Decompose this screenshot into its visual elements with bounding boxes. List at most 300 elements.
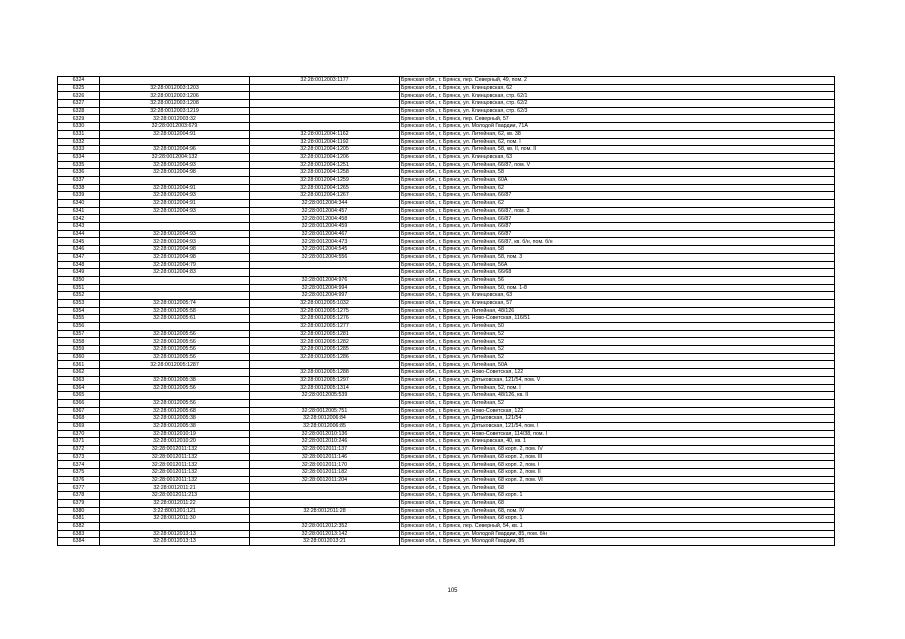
address-cell: Брянская обл., г. Брянск, ул. Литейная, 66/87: [400, 192, 835, 200]
building-cadastral-number-cell: [250, 107, 400, 115]
land-cadastral-number-cell: 32:28:0012004:79: [100, 261, 250, 269]
row-number-cell: 6362: [58, 369, 100, 377]
address-cell: Брянская обл., г. Брянск, ул. Литейная, 66/87, пом. V: [400, 161, 835, 169]
address-cell: Брянская обл., г. Брянск, ул. Литейная, 58: [400, 169, 835, 177]
table-row: [58, 207, 835, 215]
building-cadastral-number-cell: 32:28:0012004:1258: [250, 169, 400, 177]
building-cadastral-number-cell: 32:28:0012005:1297: [250, 376, 400, 384]
row-number-cell: 6354: [58, 307, 100, 315]
land-cadastral-number-cell: 32:28:0012010:20: [100, 438, 250, 446]
address-cell: Брянская обл., г. Брянск, ул. Литейная, 68: [400, 484, 835, 492]
table-row: [58, 399, 835, 407]
address-cell: Брянская обл., г. Брянск, ул. Клинцовская, 57: [400, 299, 835, 307]
row-number-cell: 6383: [58, 530, 100, 538]
table-row: [58, 169, 835, 177]
building-cadastral-number-cell: 32:28:0012004:1205: [250, 146, 400, 154]
land-cadastral-number-cell: 32:28:0012005:56: [100, 346, 250, 354]
row-number-cell: 6382: [58, 522, 100, 530]
table-row: [58, 107, 835, 115]
table-row: [58, 192, 835, 200]
table-row: [58, 499, 835, 507]
land-cadastral-number-cell: 32:28:0012011:21: [100, 484, 250, 492]
table-row: [58, 522, 835, 530]
building-cadastral-number-cell: [250, 492, 400, 500]
row-number-cell: 6333: [58, 146, 100, 154]
address-cell: Брянская обл., г. Брянск, ул. Клинцовская, 63: [400, 292, 835, 300]
land-cadastral-number-cell: 32:28:0012011:132: [100, 446, 250, 454]
land-cadastral-number-cell: 32:28:0012013:13: [100, 538, 250, 546]
table-row: [58, 338, 835, 346]
address-cell: Брянская обл., г. Брянск, ул. Литейная, 68 корп. 2, пом. II: [400, 469, 835, 477]
table-row: [58, 469, 835, 477]
table-row: [58, 77, 835, 85]
address-cell: Брянская обл., г. Брянск, ул. Литейная, 60А: [400, 176, 835, 184]
building-cadastral-number-cell: 32:28:0012006:85: [250, 422, 400, 430]
address-cell: Брянская обл., г. Брянск, ул. Ново-Советская, 122: [400, 407, 835, 415]
table-row: [58, 176, 835, 184]
land-cadastral-number-cell: [100, 176, 250, 184]
building-cadastral-number-cell: 32:28:0012004:344: [250, 200, 400, 208]
land-cadastral-number-cell: 32:28:0012003:679: [100, 123, 250, 131]
address-cell: Брянская обл., г. Брянск, ул. Литейная, 66/87: [400, 230, 835, 238]
address-cell: Брянская обл., г. Брянск, ул. Литейная, 62: [400, 200, 835, 208]
land-cadastral-number-cell: [100, 223, 250, 231]
row-number-cell: 6371: [58, 438, 100, 446]
row-number-cell: 6381: [58, 515, 100, 523]
address-cell: Брянская обл., г. Брянск, ул. Литейная, 48/126: [400, 307, 835, 315]
building-cadastral-number-cell: 32:28:0012005:1277: [250, 323, 400, 331]
building-cadastral-number-cell: 32:28:0012005:751: [250, 407, 400, 415]
row-number-cell: 6327: [58, 100, 100, 108]
land-cadastral-number-cell: 32:28:0012004:93: [100, 238, 250, 246]
land-cadastral-number-cell: 32:28:0012004:83: [100, 269, 250, 277]
row-number-cell: 6373: [58, 453, 100, 461]
row-number-cell: 6340: [58, 200, 100, 208]
land-cadastral-number-cell: [100, 522, 250, 530]
table-row: [58, 261, 835, 269]
table-row: [58, 376, 835, 384]
table-row: [58, 384, 835, 392]
address-cell: Брянская обл., г. Брянск, ул. Литейная, 52: [400, 338, 835, 346]
address-cell: Брянская обл., г. Брянск, ул. Литейная, 68 корп. 1: [400, 515, 835, 523]
table-row: [58, 369, 835, 377]
table-row: [58, 246, 835, 254]
land-cadastral-number-cell: 32:28:0012004:98: [100, 253, 250, 261]
address-cell: Брянская обл., г. Брянск, ул. Дятьковская, 121/54, пом. I: [400, 422, 835, 430]
building-cadastral-number-cell: 32:28:0012013:21: [250, 538, 400, 546]
building-cadastral-number-cell: 32:28:0012005:1032: [250, 299, 400, 307]
table-row: [58, 422, 835, 430]
land-cadastral-number-cell: [100, 138, 250, 146]
building-cadastral-number-cell: [250, 269, 400, 277]
address-cell: Брянская обл., г. Брянск, ул. Литейная, 66/68: [400, 269, 835, 277]
table-row: [58, 84, 835, 92]
address-cell: Брянская обл., г. Брянск, ул. Литейная, 50, пом. 1-8: [400, 284, 835, 292]
land-cadastral-number-cell: 32:28:0012005:38: [100, 422, 250, 430]
building-cadastral-number-cell: 32:28:0012012:352: [250, 522, 400, 530]
land-cadastral-number-cell: 32:28:0012003:1208: [100, 100, 250, 108]
row-number-cell: 6375: [58, 469, 100, 477]
row-number-cell: 6343: [58, 223, 100, 231]
row-number-cell: 6350: [58, 276, 100, 284]
row-number-cell: 6342: [58, 215, 100, 223]
land-cadastral-number-cell: 32:28:0012005:58: [100, 307, 250, 315]
address-cell: Брянская обл., г. Брянск, ул. Литейная, 50: [400, 323, 835, 331]
building-cadastral-number-cell: 32:28:0012005:1275: [250, 307, 400, 315]
land-cadastral-number-cell: 32:28:0012004:132: [100, 153, 250, 161]
row-number-cell: 6379: [58, 499, 100, 507]
address-cell: Брянская обл., г. Брянск, ул. Литейная, 66/87, пом. 3: [400, 207, 835, 215]
address-cell: Брянская обл., г. Брянск, ул. Литейная, 48/126, кв. II: [400, 392, 835, 400]
table-row: [58, 407, 835, 415]
land-cadastral-number-cell: 32:28:0012005:56: [100, 399, 250, 407]
building-cadastral-number-cell: 32:28:0012005:1281: [250, 330, 400, 338]
address-cell: Брянская обл., г. Брянск, ул. Дятьковская, 121/54, пом. V: [400, 376, 835, 384]
table-row: [58, 538, 835, 546]
land-cadastral-number-cell: [100, 77, 250, 85]
table-row: [58, 223, 835, 231]
land-cadastral-number-cell: 32:28:0012005:38: [100, 376, 250, 384]
row-number-cell: 6361: [58, 361, 100, 369]
address-cell: Брянская обл., г. Брянск, ул. Молодой Гвардии, 85, пом. б/н: [400, 530, 835, 538]
table-row: [58, 230, 835, 238]
address-cell: Брянская обл., г. Брянск, пер. Северный, 54, кв. 1: [400, 522, 835, 530]
register-table: [57, 76, 835, 546]
address-cell: Брянская обл., г. Брянск, пер. Северный, 57: [400, 115, 835, 123]
table-row: [58, 330, 835, 338]
table-row: [58, 476, 835, 484]
address-cell: Брянская обл., г. Брянск, ул. Дятьковская, 121/54: [400, 415, 835, 423]
table-row: [58, 146, 835, 154]
address-cell: Брянская обл., г. Брянск, ул. Литейная, 62, кв. 38: [400, 130, 835, 138]
building-cadastral-number-cell: [250, 100, 400, 108]
table-row: [58, 284, 835, 292]
address-cell: Брянская обл., г. Брянск, ул. Литейная, 68: [400, 499, 835, 507]
building-cadastral-number-cell: 32:28:0012004:467: [250, 230, 400, 238]
row-number-cell: 6334: [58, 153, 100, 161]
row-number-cell: 6366: [58, 399, 100, 407]
table-row: [58, 238, 835, 246]
building-cadastral-number-cell: 32:28:0012011:146: [250, 453, 400, 461]
land-cadastral-number-cell: 32:28:0012004:98: [100, 169, 250, 177]
land-cadastral-number-cell: [100, 392, 250, 400]
building-cadastral-number-cell: [250, 399, 400, 407]
row-number-cell: 6357: [58, 330, 100, 338]
building-cadastral-number-cell: [250, 484, 400, 492]
building-cadastral-number-cell: 32:28:0012011:28: [250, 507, 400, 515]
row-number-cell: 6337: [58, 176, 100, 184]
row-number-cell: 6368: [58, 415, 100, 423]
land-cadastral-number-cell: 3:22:8001201:121: [100, 507, 250, 515]
row-number-cell: 6358: [58, 338, 100, 346]
building-cadastral-number-cell: 32:28:0012004:1162: [250, 130, 400, 138]
row-number-cell: 6326: [58, 92, 100, 100]
table-row: [58, 515, 835, 523]
table-row: [58, 392, 835, 400]
land-cadastral-number-cell: 32:28:0012005:61: [100, 315, 250, 323]
address-cell: Брянская обл., г. Брянск, ул. Литейная, 58, пом. 3: [400, 253, 835, 261]
row-number-cell: 6324: [58, 77, 100, 85]
row-number-cell: 6369: [58, 422, 100, 430]
land-cadastral-number-cell: 32:28:0012005:68: [100, 407, 250, 415]
land-cadastral-number-cell: 32:28:0012003:1203: [100, 84, 250, 92]
building-cadastral-number-cell: 32:28:0012004:545: [250, 246, 400, 254]
row-number-cell: 6374: [58, 461, 100, 469]
land-cadastral-number-cell: 32:28:0012011:22: [100, 499, 250, 507]
building-cadastral-number-cell: [250, 92, 400, 100]
row-number-cell: 6367: [58, 407, 100, 415]
table-row: [58, 484, 835, 492]
table-row: [58, 299, 835, 307]
address-cell: Брянская обл., г. Брянск, ул. Ново-Советская, 114/38, пом. I: [400, 430, 835, 438]
table-row: [58, 361, 835, 369]
table-row: [58, 323, 835, 331]
table-row: [58, 253, 835, 261]
land-cadastral-number-cell: 32:28:0012004:93: [100, 161, 250, 169]
land-cadastral-number-cell: 32:28:0012011:30: [100, 515, 250, 523]
land-cadastral-number-cell: 32:28:0012010:19: [100, 430, 250, 438]
building-cadastral-number-cell: 32:28:0012011:137: [250, 446, 400, 454]
row-number-cell: 6356: [58, 323, 100, 331]
table-row: [58, 453, 835, 461]
row-number-cell: 6376: [58, 476, 100, 484]
table-row: [58, 346, 835, 354]
table-row: [58, 353, 835, 361]
building-cadastral-number-cell: 32:28:0012004:1251: [250, 161, 400, 169]
building-cadastral-number-cell: 32:28:0012004:1192: [250, 138, 400, 146]
address-cell: Брянская обл., г. Брянск, ул. Литейная, 56А: [400, 261, 835, 269]
land-cadastral-number-cell: 32:28:0012005:56: [100, 330, 250, 338]
page-number: 105: [447, 588, 458, 594]
building-cadastral-number-cell: 32:28:0012004:1259: [250, 176, 400, 184]
building-cadastral-number-cell: 32:28:0012004:994: [250, 284, 400, 292]
address-cell: Брянская обл., г. Брянск, ул. Литейная, 68 корп. 2, пом. IV: [400, 446, 835, 454]
address-cell: Брянская обл., г. Брянск, ул. Литейная, 62, пом. I: [400, 138, 835, 146]
row-number-cell: 6363: [58, 376, 100, 384]
building-cadastral-number-cell: [250, 123, 400, 131]
building-cadastral-number-cell: 32:28:0012004:459: [250, 223, 400, 231]
row-number-cell: 6329: [58, 115, 100, 123]
address-cell: Брянская обл., г. Брянск, ул. Литейная, 50А: [400, 361, 835, 369]
building-cadastral-number-cell: 32:28:0012005:1314: [250, 384, 400, 392]
table-row: [58, 115, 835, 123]
row-number-cell: 6341: [58, 207, 100, 215]
building-cadastral-number-cell: 32:28:0012004:1206: [250, 153, 400, 161]
table-row: [58, 492, 835, 500]
building-cadastral-number-cell: 32:28:0012004:997: [250, 292, 400, 300]
table-row: [58, 130, 835, 138]
address-cell: Брянская обл., г. Брянск, ул. Литейная, 52: [400, 346, 835, 354]
address-cell: Брянская обл., г. Брянск, ул. Литейная, 68 корп. 2, пом. III: [400, 453, 835, 461]
row-number-cell: 6360: [58, 353, 100, 361]
row-number-cell: 6345: [58, 238, 100, 246]
building-cadastral-number-cell: 32:28:0012005:1286: [250, 353, 400, 361]
table-row: [58, 461, 835, 469]
address-cell: Брянская обл., г. Брянск, ул. Литейная, 62: [400, 184, 835, 192]
land-cadastral-number-cell: [100, 323, 250, 331]
address-cell: Брянская обл., г. Брянск, ул. Литейная, 52: [400, 353, 835, 361]
building-cadastral-number-cell: 32:28:0012005:1276: [250, 315, 400, 323]
row-number-cell: 6351: [58, 284, 100, 292]
land-cadastral-number-cell: [100, 369, 250, 377]
building-cadastral-number-cell: 32:28:0012006:84: [250, 415, 400, 423]
address-cell: Брянская обл., г. Брянск, ул. Клинцовская, 62: [400, 84, 835, 92]
building-cadastral-number-cell: 32:28:0012004:1267: [250, 192, 400, 200]
row-number-cell: 6332: [58, 138, 100, 146]
row-number-cell: 6328: [58, 107, 100, 115]
register-table-body: [58, 77, 835, 546]
table-row: [58, 438, 835, 446]
building-cadastral-number-cell: 32:28:0012004:458: [250, 215, 400, 223]
building-cadastral-number-cell: 32:28:0012011:170: [250, 461, 400, 469]
building-cadastral-number-cell: [250, 499, 400, 507]
address-cell: Брянская обл., г. Брянск, ул. Литейная, 68, пом. IV: [400, 507, 835, 515]
table-row: [58, 430, 835, 438]
building-cadastral-number-cell: 32:28:0012004:556: [250, 253, 400, 261]
address-cell: Брянская обл., г. Брянск, ул. Клинцовская, стр. 62/2: [400, 100, 835, 108]
land-cadastral-number-cell: 32:28:0012011:132: [100, 461, 250, 469]
row-number-cell: 6377: [58, 484, 100, 492]
land-cadastral-number-cell: 32:28:0012005:56: [100, 353, 250, 361]
table-row: [58, 100, 835, 108]
row-number-cell: 6378: [58, 492, 100, 500]
building-cadastral-number-cell: 32:28:0012005:1288: [250, 369, 400, 377]
address-cell: Брянская обл., г. Брянск, ул. Клинцовская, стр. 62/3: [400, 107, 835, 115]
table-row: [58, 307, 835, 315]
table-row: [58, 184, 835, 192]
building-cadastral-number-cell: [250, 115, 400, 123]
land-cadastral-number-cell: [100, 215, 250, 223]
building-cadastral-number-cell: 32:28:0012010:246: [250, 438, 400, 446]
row-number-cell: 6372: [58, 446, 100, 454]
land-cadastral-number-cell: 32:28:0012004:91: [100, 130, 250, 138]
building-cadastral-number-cell: [250, 84, 400, 92]
table-row: [58, 315, 835, 323]
row-number-cell: 6370: [58, 430, 100, 438]
land-cadastral-number-cell: 32:28:0012011:132: [100, 476, 250, 484]
building-cadastral-number-cell: 32:28:0012004:457: [250, 207, 400, 215]
row-number-cell: 6349: [58, 269, 100, 277]
land-cadastral-number-cell: 32:28:0012005:1287: [100, 361, 250, 369]
table-row: [58, 415, 835, 423]
land-cadastral-number-cell: 32:28:0012005:56: [100, 384, 250, 392]
land-cadastral-number-cell: [100, 276, 250, 284]
row-number-cell: 6348: [58, 261, 100, 269]
building-cadastral-number-cell: 32:28:0012004:1265: [250, 184, 400, 192]
row-number-cell: 6331: [58, 130, 100, 138]
table-row: [58, 138, 835, 146]
table-row: [58, 446, 835, 454]
building-cadastral-number-cell: 32:28:0012005:539: [250, 392, 400, 400]
row-number-cell: 6359: [58, 346, 100, 354]
row-number-cell: 6338: [58, 184, 100, 192]
table-row: [58, 292, 835, 300]
land-cadastral-number-cell: 32:28:0012011:132: [100, 469, 250, 477]
row-number-cell: 6364: [58, 384, 100, 392]
land-cadastral-number-cell: 32:28:0012004:96: [100, 146, 250, 154]
land-cadastral-number-cell: 32:28:0012004:93: [100, 230, 250, 238]
row-number-cell: 6365: [58, 392, 100, 400]
land-cadastral-number-cell: 32:28:0012005:74: [100, 299, 250, 307]
building-cadastral-number-cell: 32:28:0012013:142: [250, 530, 400, 538]
building-cadastral-number-cell: [250, 261, 400, 269]
land-cadastral-number-cell: 32:28:0012004:93: [100, 192, 250, 200]
land-cadastral-number-cell: 32:28:0012004:91: [100, 200, 250, 208]
table-row: [58, 153, 835, 161]
address-cell: Брянская обл., г. Брянск, ул. Литейная, 56: [400, 276, 835, 284]
address-cell: Брянская обл., г. Брянск, ул. Литейная, 66/87: [400, 215, 835, 223]
row-number-cell: 6352: [58, 292, 100, 300]
land-cadastral-number-cell: [100, 292, 250, 300]
building-cadastral-number-cell: 32:28:0012004:976: [250, 276, 400, 284]
table-row: [58, 123, 835, 131]
land-cadastral-number-cell: 32:28:0012005:38: [100, 415, 250, 423]
address-cell: Брянская обл., г. Брянск, ул. Литейная, 52: [400, 330, 835, 338]
address-cell: Брянская обл., г. Брянск, ул. Молодой Гвардии, 85: [400, 538, 835, 546]
land-cadastral-number-cell: 32:28:0012011:213: [100, 492, 250, 500]
row-number-cell: 6336: [58, 169, 100, 177]
table-row: [58, 530, 835, 538]
address-cell: Брянская обл., г. Брянск, ул. Клинцовская, 63: [400, 153, 835, 161]
row-number-cell: 6380: [58, 507, 100, 515]
table-row: [58, 92, 835, 100]
building-cadastral-number-cell: 32:28:0012003:1177: [250, 77, 400, 85]
row-number-cell: 6335: [58, 161, 100, 169]
table-row: [58, 507, 835, 515]
building-cadastral-number-cell: 32:28:0012011:182: [250, 469, 400, 477]
land-cadastral-number-cell: 32:28:0012003:32: [100, 115, 250, 123]
table-row: [58, 200, 835, 208]
land-cadastral-number-cell: 32:28:0012004:93: [100, 207, 250, 215]
building-cadastral-number-cell: 32:28:0012005:1285: [250, 346, 400, 354]
address-cell: Брянская обл., г. Брянск, ул. Литейная, 58: [400, 246, 835, 254]
address-cell: Брянская обл., г. Брянск, ул. Клинцовская, стр. 62/1: [400, 92, 835, 100]
address-cell: Брянская обл., г. Брянск, ул. Литейная, 68 корп. 2, пом. I: [400, 461, 835, 469]
address-cell: Брянская обл., г. Брянск, ул. Литейная, 68 корп. 1: [400, 492, 835, 500]
address-cell: Брянская обл., г. Брянск, ул. Литейная, 66/87: [400, 223, 835, 231]
row-number-cell: 6353: [58, 299, 100, 307]
land-cadastral-number-cell: 32:28:0012003:1206: [100, 92, 250, 100]
row-number-cell: 6330: [58, 123, 100, 131]
building-cadastral-number-cell: [250, 515, 400, 523]
land-cadastral-number-cell: 32:28:0012013:13: [100, 530, 250, 538]
table-row: [58, 276, 835, 284]
land-cadastral-number-cell: 32:28:0012003:1219: [100, 107, 250, 115]
address-cell: Брянская обл., г. Брянск, ул. Литейная, 52: [400, 399, 835, 407]
row-number-cell: 6346: [58, 246, 100, 254]
row-number-cell: 6325: [58, 84, 100, 92]
row-number-cell: 6384: [58, 538, 100, 546]
row-number-cell: 6347: [58, 253, 100, 261]
building-cadastral-number-cell: 32:28:0012011:204: [250, 476, 400, 484]
table-row: [58, 161, 835, 169]
building-cadastral-number-cell: 32:28:0012005:1282: [250, 338, 400, 346]
building-cadastral-number-cell: [250, 361, 400, 369]
land-cadastral-number-cell: 32:28:0012004:91: [100, 184, 250, 192]
address-cell: Брянская обл., г. Брянск, пер. Северный, 49, пом. 2: [400, 77, 835, 85]
building-cadastral-number-cell: 32:28:0012004:473: [250, 238, 400, 246]
address-cell: Брянская обл., г. Брянск, ул. Литейная, 58, кв. II, пом. II: [400, 146, 835, 154]
address-cell: Брянская обл., г. Брянск, ул. Литейная, 68 корп. 2, пом. VI: [400, 476, 835, 484]
land-cadastral-number-cell: 32:28:0012005:56: [100, 338, 250, 346]
address-cell: Брянская обл., г. Брянск, ул. Литейная, 52, пом. I: [400, 384, 835, 392]
row-number-cell: 6355: [58, 315, 100, 323]
register-table-container: [57, 76, 834, 546]
land-cadastral-number-cell: 32:28:0012004:98: [100, 246, 250, 254]
land-cadastral-number-cell: [100, 284, 250, 292]
row-number-cell: 6344: [58, 230, 100, 238]
address-cell: Брянская обл., г. Брянск, ул. Ново-Советская, 122: [400, 369, 835, 377]
